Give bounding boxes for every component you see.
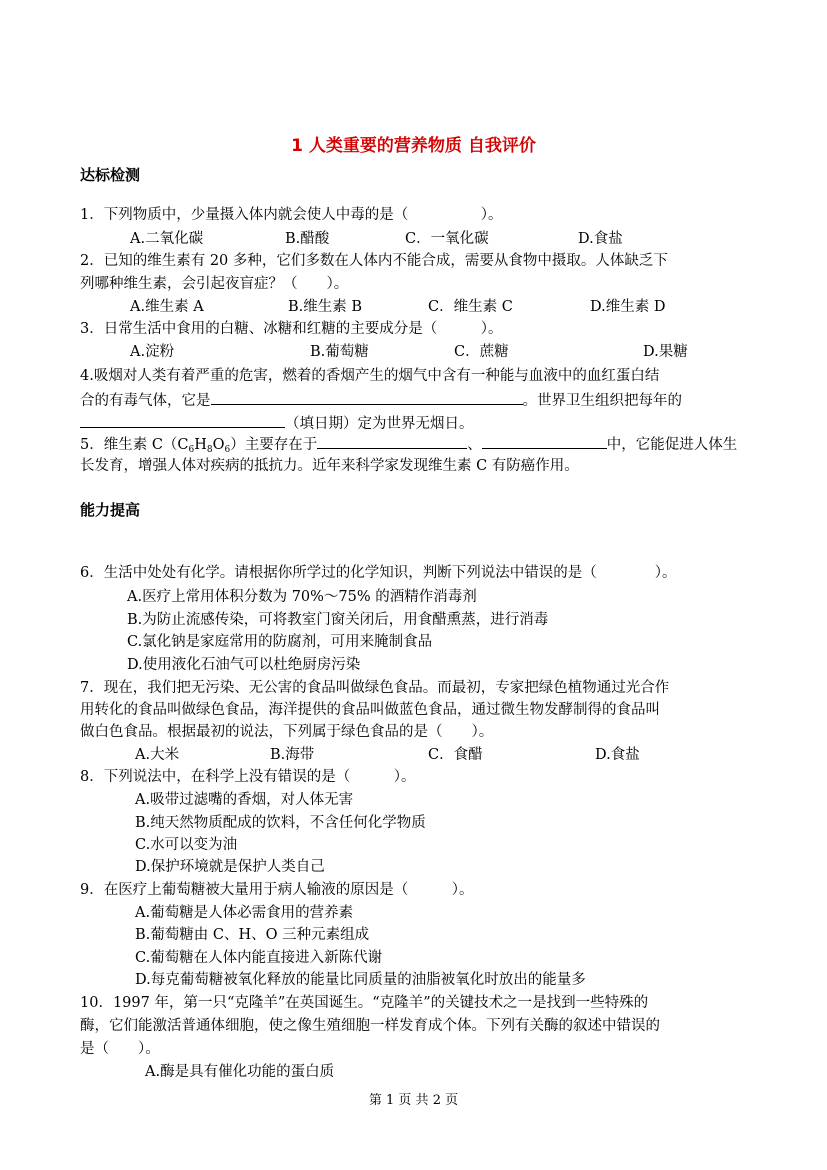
q8-option-a: A.吸带过滤嘴的香烟，对人体无害	[135, 792, 354, 808]
question-10-line-2: 酶，它们能激活普通体细胞，使之像生殖细胞一样发育成个体。下列有关酶的叙述中错误的	[80, 1018, 660, 1034]
q8-option-d: D.保护环境就是保护人类自己	[135, 859, 325, 875]
q2-option-b: B.维生素 B	[288, 299, 363, 315]
q1-option-a: A.二氧化碳	[130, 231, 204, 247]
q1-option-c: C．一氧化碳	[405, 231, 489, 247]
q4-text-b: 。世界卫生组织把每年的	[522, 393, 682, 409]
question-9-stem: 9．在医疗上葡萄糖被大量用于病人输液的原因是（ ）。	[80, 882, 474, 898]
page-title: 1 人类重要的营养物质 自我评价	[291, 136, 536, 156]
q1-option-b: B.醋酸	[285, 231, 330, 247]
q6-option-d: D.使用液化石油气可以杜绝厨房污染	[127, 657, 361, 673]
question-7-line-2: 用转化的食品叫做绿色食品，海洋提供的食品叫做蓝色食品，通过微生物发酵制得的食品叫	[80, 702, 660, 718]
q7-option-a: A.大米	[135, 747, 180, 763]
q5-sub-2: 8	[206, 445, 213, 455]
q5-sub-3: 6	[224, 445, 231, 455]
q8-option-c: C.水可以变为油	[135, 837, 238, 853]
q3-option-b: B.葡萄糖	[310, 344, 369, 360]
q3-option-a: A.淀粉	[130, 344, 175, 360]
q5-separator: 、	[467, 437, 482, 453]
q2-option-a: A.维生素 A	[130, 299, 204, 315]
q4-text-a: 合的有毒气体，它是	[80, 393, 211, 409]
section-heading-advanced: 能力提高	[80, 501, 141, 519]
q5-sub-1: 6	[188, 445, 195, 455]
q3-option-c: C．蔗糖	[454, 344, 509, 360]
q9-option-a: A.葡萄糖是人体必需食用的营养素	[135, 905, 354, 921]
question-10-line-1: 10．1997 年，第一只“克隆羊”在英国诞生。“克隆羊”的关键技术之一是找到一些特殊的	[80, 995, 649, 1011]
q6-option-a: A.医疗上常用体积分数为 70%～75% 的酒精作消毒剂	[127, 589, 477, 605]
question-4-line-1: 4.吸烟对人类有着严重的危害，燃着的香烟产生的烟气中含有一种能与血液中的血红蛋白结	[80, 368, 660, 384]
q2-option-c: C．维生素 C	[428, 299, 513, 315]
q9-option-b: B.葡萄糖由 C、H、O 三种元素组成	[135, 927, 370, 943]
question-2-line-2: 列哪种维生素，会引起夜盲症？（ ）。	[80, 276, 349, 292]
question-1-stem: 1．下列物质中，少量摄入体内就会使人中毒的是（ ）。	[80, 207, 503, 223]
question-5-line-2: 长发育，增强人体对疾病的抵抗力。近年来科学家发现维生素 C 有防癌作用。	[80, 458, 579, 474]
q5-text-a: 5．维生素 C（C	[80, 437, 189, 453]
question-3-stem: 3．日常生活中食用的白糖、冰糖和红糖的主要成分是（ ）。	[80, 321, 503, 337]
q1-option-d: D.食盐	[578, 231, 623, 247]
question-4-line-3	[80, 412, 474, 434]
section-heading-basic: 达标检测	[80, 166, 141, 184]
q5-blank-1[interactable]	[317, 433, 467, 449]
q7-option-c: C．食醋	[428, 747, 483, 763]
q6-option-b: B.为防止流感传染，可将教室门窗关闭后，用食醋熏蒸，进行消毒	[127, 612, 549, 628]
q5-text-b: ）主要存在于	[230, 437, 318, 453]
q9-option-d: D.每克葡萄糖被氧化释放的能量比同质量的油脂被氧化时放出的能量多	[135, 972, 586, 988]
q4-blank-gas[interactable]	[211, 389, 523, 405]
q9-option-c: C.葡萄糖在人体内能直接进入新陈代谢	[135, 950, 383, 966]
question-7-line-3: 做白色食品。根据最初的说法，下列属于绿色食品的是（ ）。	[80, 724, 494, 740]
question-10-line-3: 是（ ）。	[80, 1041, 160, 1057]
q2-option-d: D.维生素 D	[590, 299, 666, 315]
question-7-line-1: 7．现在，我们把无污染、无公害的食品叫做绿色食品。而最初，专家把绿色植物通过光合作	[80, 680, 670, 696]
q5-text-c: 中，它能促进人体生	[606, 437, 738, 453]
question-6-stem: 6．生活中处处有化学。请根据你所学过的化学知识，判断下列说法中错误的是（ ）。	[80, 565, 677, 581]
page-footer: 第 1 页 共 2 页	[368, 1093, 459, 1108]
question-4-line-2	[80, 389, 682, 411]
question-2-line-1: 2．已知的维生素有 20 多种，它们多数在人体内不能合成，需要从食物中摄取。人体缺乏下	[80, 253, 668, 269]
q5-o: O	[212, 437, 225, 453]
q7-option-d: D.食盐	[595, 747, 640, 763]
q4-blank-date[interactable]	[80, 412, 285, 428]
q5-blank-2[interactable]	[482, 433, 607, 449]
q3-option-d: D.果糖	[643, 344, 688, 360]
q10-option-a: A.酶是具有催化功能的蛋白质	[145, 1064, 335, 1080]
q4-text-c: （填日期）定为世界无烟日。	[285, 416, 474, 432]
question-8-stem: 8．下列说法中，在科学上没有错误的是（ ）。	[80, 769, 416, 785]
q5-h: H	[194, 437, 207, 453]
q7-option-b: B.海带	[270, 747, 315, 763]
q6-option-c: C.氯化钠是家庭常用的防腐剂，可用来腌制食品	[127, 634, 433, 650]
q8-option-b: B.纯天然物质配成的饮料，不含任何化学物质	[135, 815, 426, 831]
